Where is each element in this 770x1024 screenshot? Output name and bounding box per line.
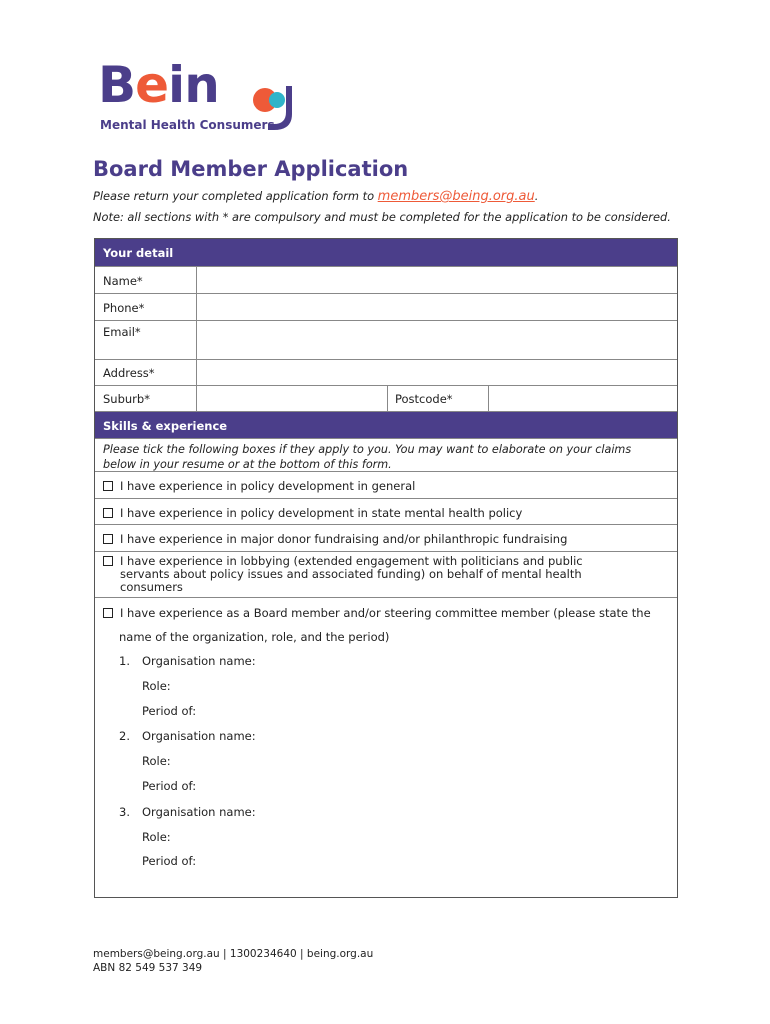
email-label: Email*: [103, 325, 141, 339]
phone-label: Phone*: [103, 301, 145, 315]
suburb-label: Suburb*: [103, 392, 150, 406]
postcode-label: Postcode*: [395, 392, 453, 406]
checkbox-policy-general[interactable]: [103, 481, 113, 491]
entry-role-label: Role:: [142, 754, 171, 768]
address-row: [95, 360, 677, 386]
checkbox-fundraising[interactable]: [103, 534, 113, 544]
address-label: Address*: [103, 366, 155, 380]
skill-item-board-member: I have experience as a Board member and/or steering committee member (please state the name of the organization, role, and the period) 1. Organisation name: Role: Period of: 2. Organisation name: Role: Period of: 3. Organisation name: Role: Period of:: [95, 598, 677, 897]
entry-org-label: Organisation name:: [142, 729, 256, 743]
section-header-skills: Skills & experience: [95, 412, 677, 439]
phone-row: [95, 294, 677, 321]
skill-item-policy-general: I have experience in policy development in general: [95, 472, 677, 499]
address-field[interactable]: [197, 360, 677, 385]
entry-org-label: Organisation name:: [142, 654, 256, 668]
suburb-field[interactable]: [197, 386, 387, 411]
footer-contact: members@being.org.au | 1300234640 | being.org.au: [93, 948, 374, 960]
suburb-postcode-row: [95, 386, 677, 412]
logo-wordmark: Bein: [98, 56, 219, 114]
skill-item-fundraising: I have experience in major donor fundraising and/or philanthropic fundraising: [95, 525, 677, 552]
entry-role-label: Role:: [142, 830, 171, 844]
email-field[interactable]: [197, 321, 677, 359]
phone-field[interactable]: [197, 294, 677, 320]
entry-number: 3.: [119, 805, 130, 819]
entry-period-label: Period of:: [142, 704, 197, 718]
entry-number: 1.: [119, 654, 130, 668]
entry-org-label: Organisation name:: [142, 805, 256, 819]
skill-item-lobbying: I have experience in lobbying (extended engagement with politicians and public servants about policy issues and associated funding) on behalf of mental health consumers: [95, 552, 677, 598]
application-form: [94, 238, 678, 898]
name-row: [95, 267, 677, 294]
name-label: Name*: [103, 274, 143, 288]
postcode-field[interactable]: [489, 386, 677, 411]
entry-period-label: Period of:: [142, 854, 197, 868]
footer-abn: ABN 82 549 537 349: [93, 962, 203, 974]
entry-period-label: Period of:: [142, 779, 197, 793]
intro-compulsory-note: Note: all sections with * are compulsory and must be completed for the application to be considered.: [93, 210, 671, 224]
page-footer: [93, 947, 373, 975]
intro-return-note: Please return your completed application form to members@being.org.au.: [93, 189, 539, 204]
checkbox-lobbying[interactable]: [103, 556, 113, 566]
email-row: [95, 321, 677, 360]
skills-instructions: Please tick the following boxes if they apply to you. You may want to elaborate on your claims below in your resume or at the bottom of this form.: [95, 439, 677, 472]
section-header-your-detail: Your detail: [95, 239, 677, 267]
contact-email-link[interactable]: members@being.org.au: [377, 189, 535, 204]
skill-item-policy-state: I have experience in policy development in state mental health policy: [95, 499, 677, 525]
being-logo: [98, 56, 298, 134]
checkbox-board-member[interactable]: [103, 608, 113, 618]
name-field[interactable]: [197, 267, 677, 293]
checkbox-policy-state[interactable]: [103, 508, 113, 518]
logo-tagline: Mental Health Consumers: [100, 118, 275, 132]
entry-number: 2.: [119, 729, 130, 743]
entry-role-label: Role:: [142, 679, 171, 693]
page-title: Board Member Application: [93, 157, 409, 181]
